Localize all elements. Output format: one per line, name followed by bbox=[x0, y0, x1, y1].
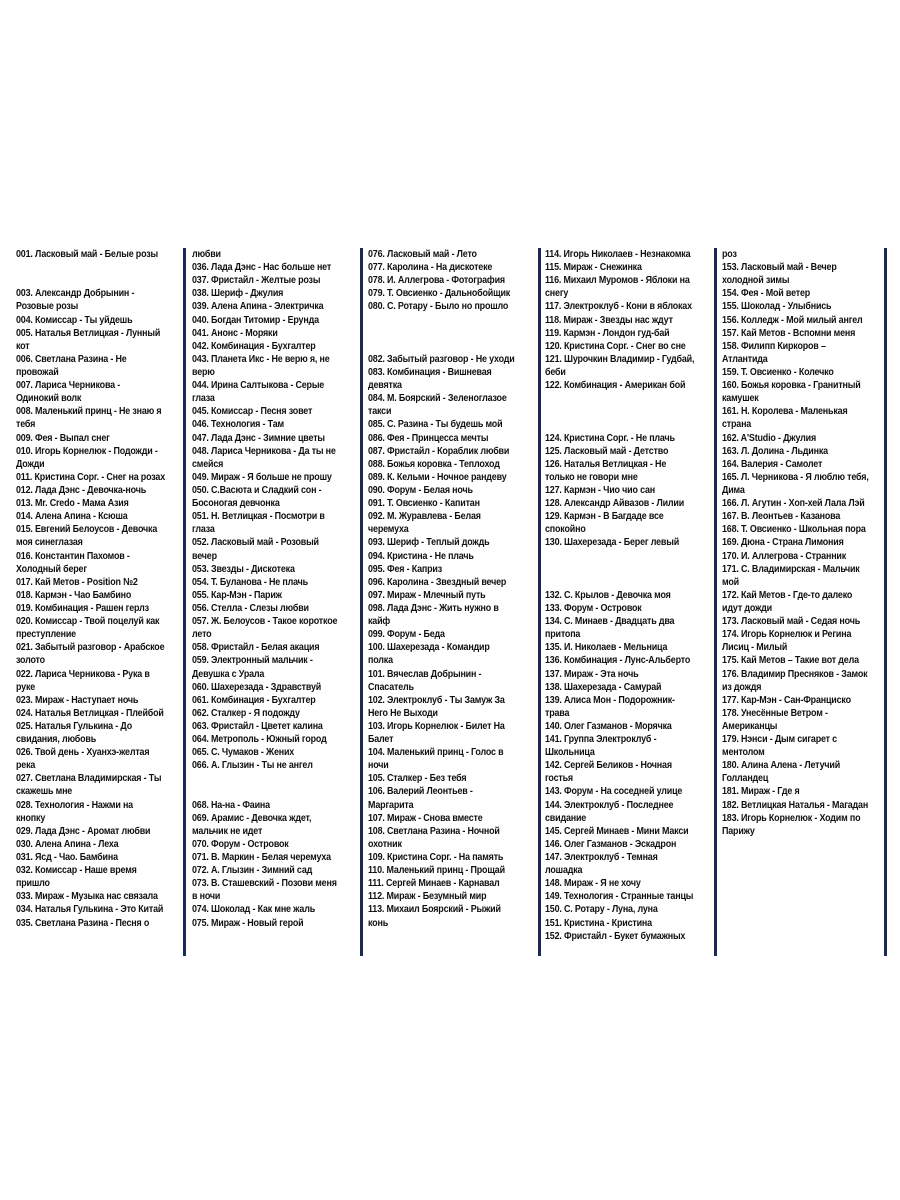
song-line: ментолом bbox=[722, 747, 765, 759]
song-line: 141. Группа Электроклуб - bbox=[545, 734, 657, 746]
song-line: 107. Мираж - Снова вместе bbox=[368, 812, 483, 824]
song-line: Одинокий волк bbox=[16, 393, 82, 405]
song-line: 014. Алена Апина - Ксюша bbox=[16, 511, 128, 523]
song-line: 117. Электроклуб - Кони в яблоках bbox=[545, 301, 692, 313]
song-column-4 bbox=[545, 248, 722, 956]
song-line: 148. Мираж - Я не хочу bbox=[545, 878, 641, 890]
song-line: 013. Mr. Credo - Мама Азия bbox=[16, 498, 129, 510]
song-column-3 bbox=[368, 248, 544, 956]
song-line: 057. Ж. Белоусов - Такое короткое bbox=[192, 616, 338, 628]
song-line: Американцы bbox=[722, 720, 778, 732]
song-line: 146. Олег Газманов - Эскадрон bbox=[545, 838, 677, 850]
song-line: 033. Мираж - Музыка нас связала bbox=[16, 891, 158, 903]
song-line: из дождя bbox=[722, 681, 762, 693]
song-line: 115. Мираж - Снежинка bbox=[545, 262, 642, 274]
song-line: притопа bbox=[545, 629, 581, 641]
song-line: 158. Филипп Киркоров – bbox=[722, 340, 826, 352]
song-line: снегу bbox=[545, 288, 569, 300]
song-line: 119. Кармэн - Лондон гуд-бай bbox=[545, 327, 670, 339]
song-line: 051. Н. Ветлицкая - Посмотри в bbox=[192, 511, 325, 523]
song-line: 023. Мираж - Наступает ночь bbox=[16, 694, 139, 706]
column-divider bbox=[183, 248, 186, 956]
song-line: 046. Технология - Там bbox=[192, 419, 284, 431]
song-line: 163. Л. Долина - Льдинка bbox=[722, 445, 828, 457]
song-line: 167. В. Леонтьев - Казанова bbox=[722, 511, 841, 523]
song-line: Дожди bbox=[16, 458, 45, 470]
song-line: 125. Ласковый май - Детство bbox=[545, 445, 669, 457]
song-line: трава bbox=[545, 707, 570, 719]
song-line: 038. Шериф - Джулия bbox=[192, 288, 284, 300]
song-line: 048. Лариса Черникова - Да ты не bbox=[192, 445, 336, 457]
song-line bbox=[192, 785, 369, 798]
song-line: 003. Александр Добрынин - bbox=[16, 288, 135, 300]
song-line: 004. Комиссар - Ты уйдешь bbox=[16, 314, 133, 326]
song-line: руке bbox=[16, 681, 36, 693]
song-line: моя синеглазая bbox=[16, 537, 83, 549]
column-divider bbox=[360, 248, 363, 956]
song-line: 021. Забытый разговор - Арабское bbox=[16, 642, 165, 654]
song-line: 089. К. Кельми - Ночное рандеву bbox=[368, 471, 507, 483]
song-line: 064. Метрополь - Южный город bbox=[192, 734, 327, 746]
song-line: свидания, любовь bbox=[16, 734, 97, 746]
song-line: 102. Электроклуб - Ты Замуж За bbox=[368, 694, 505, 706]
song-line: черемуха bbox=[368, 524, 409, 536]
song-line: 044. Ирина Салтыкова - Серые bbox=[192, 380, 325, 392]
song-line: 103. Игорь Корнелюк - Билет На bbox=[368, 720, 505, 732]
song-line: 025. Наталья Гулькина - До bbox=[16, 720, 133, 732]
song-line bbox=[368, 327, 544, 340]
song-line: 099. Форум - Беда bbox=[368, 629, 445, 641]
song-line: 134. С. Минаев - Двадцать два bbox=[545, 616, 675, 628]
song-line: конь bbox=[368, 917, 389, 929]
song-line bbox=[16, 261, 195, 274]
song-line: 082. Забытый разговор - Не уходи bbox=[368, 353, 515, 365]
song-line: 042. Комбинация - Бухгалтер bbox=[192, 340, 316, 352]
song-line: 010. Игорь Корнелюк - Подожди - bbox=[16, 445, 158, 457]
song-line: 159. Т. Овсиенко - Колечко bbox=[722, 366, 834, 378]
song-line: 020. Комиссар - Твой поцелуй как bbox=[16, 616, 160, 628]
song-line: 114. Игорь Николаев - Незнакомка bbox=[545, 249, 691, 260]
song-line: глаза bbox=[192, 393, 215, 405]
song-line: золото bbox=[16, 655, 45, 667]
song-line: 110. Маленький принц - Прощай bbox=[368, 865, 505, 877]
song-line: 043. Планета Икс - Не верю я, не bbox=[192, 353, 330, 365]
song-line: 151. Кристина - Кристина bbox=[545, 917, 652, 929]
song-line: только не говори мне bbox=[545, 471, 638, 483]
song-line: 083. Комбинация - Вишневая bbox=[368, 366, 492, 378]
song-line: роз bbox=[722, 249, 737, 260]
song-line bbox=[368, 314, 544, 327]
song-line: 012. Лада Дэнс - Девочка-ночь bbox=[16, 484, 147, 496]
song-line: 059. Электронный мальчик - bbox=[192, 655, 313, 667]
song-line: 154. Фея - Мой ветер bbox=[722, 288, 811, 300]
song-line: 149. Технология - Странные танцы bbox=[545, 891, 694, 903]
song-line: 018. Кармэн - Чао Бамбино bbox=[16, 589, 132, 601]
song-line: 045. Комиссар - Песня зовет bbox=[192, 406, 313, 418]
song-line: 049. Мираж - Я больше не прошу bbox=[192, 471, 332, 483]
song-line: 172. Кай Метов - Где-то далеко bbox=[722, 589, 853, 601]
song-line: девятка bbox=[368, 380, 402, 392]
song-line: 007. Лариса Черникова - bbox=[16, 380, 121, 392]
song-line: кот bbox=[16, 340, 30, 352]
song-line: 094. Кристина - Не плачь bbox=[368, 550, 474, 562]
song-line: 015. Евгений Белоусов - Девочка bbox=[16, 524, 158, 536]
song-line: 086. Фея - Принцесса мечты bbox=[368, 432, 489, 444]
song-line: 072. А. Глызин - Зимний сад bbox=[192, 865, 313, 877]
column-divider bbox=[538, 248, 541, 956]
column-divider bbox=[714, 248, 717, 956]
song-line: Розовые розы bbox=[16, 301, 79, 313]
song-line: 028. Технология - Нажми на bbox=[16, 799, 133, 811]
song-line: 026. Твой день - Хуанхэ-желтая bbox=[16, 747, 150, 759]
song-line: 160. Божья коровка - Гранитный bbox=[722, 380, 861, 392]
song-line: 076. Ласковый май - Лето bbox=[368, 249, 477, 260]
song-line: 080. С. Ротару - Было но прошло bbox=[368, 301, 509, 313]
song-line: 128. Александр Айвазов - Лилии bbox=[545, 498, 685, 510]
song-line: 161. Н. Королева - Маленькая bbox=[722, 406, 848, 418]
song-line: 137. Мираж - Эта ночь bbox=[545, 668, 639, 680]
song-line: 101. Вячеслав Добрынин - bbox=[368, 668, 482, 680]
song-line: 024. Наталья Ветлицкая - Плейбой bbox=[16, 707, 164, 719]
song-line: 170. И. Аллегрова - Странник bbox=[722, 550, 847, 562]
song-line: Маргарита bbox=[368, 799, 414, 811]
song-line: 055. Кар-Мэн - Париж bbox=[192, 589, 282, 601]
song-line: 060. Шахерезада - Здравствуй bbox=[192, 681, 322, 693]
song-line: 168. Т. Овсиенко - Школьная пора bbox=[722, 524, 866, 536]
song-line: Школьница bbox=[545, 747, 595, 759]
song-line: 130. Шахерезада - Берег левый bbox=[545, 537, 680, 549]
song-line: 065. С. Чумаков - Жених bbox=[192, 747, 295, 759]
song-line: камушек bbox=[722, 393, 759, 405]
song-line: Лисиц - Милый bbox=[722, 642, 788, 654]
song-line: 104. Маленький принц - Голос в bbox=[368, 747, 504, 759]
song-line: 100. Шахерезада - Командир bbox=[368, 642, 490, 654]
song-line bbox=[545, 405, 722, 418]
song-line: 111. Сергей Минаев - Карнавал bbox=[368, 878, 500, 890]
song-line: 138. Шахерезада - Самурай bbox=[545, 681, 662, 693]
song-line: 183. Игорь Корнелюк - Ходим по bbox=[722, 812, 861, 824]
song-line: 139. Алиса Мон - Подорожник- bbox=[545, 694, 675, 706]
song-line: кнопку bbox=[16, 812, 46, 824]
song-column-1 bbox=[16, 248, 195, 956]
song-line: полка bbox=[368, 655, 393, 667]
song-line: 106. Валерий Леонтьев - bbox=[368, 786, 473, 798]
song-line: 071. В. Маркин - Белая черемуха bbox=[192, 852, 331, 864]
song-line bbox=[368, 340, 544, 353]
song-line: 096. Каролина - Звездный вечер bbox=[368, 576, 507, 588]
song-line: 166. Л. Агутин - Хоп-хей Лала Лэй bbox=[722, 498, 865, 510]
song-line: идут дожди bbox=[722, 602, 773, 614]
song-line: 017. Кай Метов - Position №2 bbox=[16, 576, 138, 588]
song-line: 144. Электроклуб - Последнее bbox=[545, 799, 674, 811]
song-line: 090. Форум - Белая ночь bbox=[368, 484, 473, 496]
song-line: 155. Шоколад - Улыбнись bbox=[722, 301, 832, 313]
song-line: 093. Шериф - Теплый дождь bbox=[368, 537, 490, 549]
song-line: 062. Сталкер - Я подожду bbox=[192, 707, 300, 719]
song-line: Холодный берег bbox=[16, 563, 87, 575]
song-line: 016. Константин Пахомов - bbox=[16, 550, 130, 562]
song-line: 113. Михаил Боярский - Рыжий bbox=[368, 904, 501, 916]
song-line: 056. Стелла - Слезы любви bbox=[192, 602, 309, 614]
song-line: 143. Форум - На соседней улице bbox=[545, 786, 683, 798]
song-line bbox=[16, 274, 195, 287]
song-line: 145. Сергей Минаев - Мини Макси bbox=[545, 825, 689, 837]
song-line: 097. Мираж - Млечный путь bbox=[368, 589, 486, 601]
song-line: 132. С. Крылов - Девочка моя bbox=[545, 589, 671, 601]
song-line: Дима bbox=[722, 484, 745, 496]
song-line: 009. Фея - Выпал снег bbox=[16, 432, 110, 444]
song-line: 050. С.Васюта и Сладкий сон - bbox=[192, 484, 322, 496]
song-line: кайф bbox=[368, 616, 391, 628]
song-line: 075. Мираж - Новый герой bbox=[192, 917, 304, 929]
song-line: 174. Игорь Корнелюк и Регина bbox=[722, 629, 852, 641]
song-line bbox=[545, 576, 722, 589]
song-line: 079. Т. Овсиенко - Дальнобойщик bbox=[368, 288, 511, 300]
song-line: 074. Шоколад - Как мне жаль bbox=[192, 904, 316, 916]
song-line: 147. Электроклуб - Темная bbox=[545, 852, 658, 864]
song-line: 150. С. Ротару - Луна, луна bbox=[545, 904, 658, 916]
song-line: охотник bbox=[368, 838, 402, 850]
song-line: верю bbox=[192, 366, 215, 378]
song-line: пришло bbox=[16, 878, 50, 890]
song-line: 164. Валерия - Самолет bbox=[722, 458, 823, 470]
song-line: 140. Олег Газманов - Морячка bbox=[545, 720, 672, 732]
song-line: 153. Ласковый май - Вечер bbox=[722, 262, 837, 274]
song-line: Босоногая девчонка bbox=[192, 498, 280, 510]
song-line: Него Не Выходи bbox=[368, 707, 438, 719]
song-line: 135. И. Николаев - Мельница bbox=[545, 642, 668, 654]
song-line: 179. Нэнси - Дым сигарет с bbox=[722, 734, 837, 746]
song-line: 032. Комиссар - Наше время bbox=[16, 865, 137, 877]
song-line: 031. Ясд - Чао. Бамбина bbox=[16, 852, 118, 864]
song-line: 120. Кристина Сорг. - Снег во сне bbox=[545, 340, 686, 352]
song-line: 030. Алена Апина - Леха bbox=[16, 838, 119, 850]
song-line: 087. Фристайл - Кораблик любви bbox=[368, 445, 510, 457]
song-line: смейся bbox=[192, 458, 224, 470]
song-column-5 bbox=[722, 248, 891, 956]
song-line: 068. На-на - Фаина bbox=[192, 799, 270, 811]
song-line: 098. Лада Дэнс - Жить нужно в bbox=[368, 602, 499, 614]
song-line: 066. А. Глызин - Ты не ангел bbox=[192, 760, 313, 772]
song-line: 047. Лада Дэнс - Зимние цветы bbox=[192, 432, 325, 444]
song-line: в ночи bbox=[192, 891, 221, 903]
song-line: Спасатель bbox=[368, 681, 414, 693]
song-line: река bbox=[16, 760, 36, 772]
song-line: 052. Ласковый май - Розовый bbox=[192, 537, 319, 549]
song-line: мой bbox=[722, 576, 739, 588]
song-line: 019. Комбинация - Рашен герлз bbox=[16, 602, 149, 614]
song-line: 041. Анонс - Моряки bbox=[192, 327, 278, 339]
song-line: 034. Наталья Гулькина - Это Китай bbox=[16, 904, 164, 916]
song-line: 181. Мираж - Где я bbox=[722, 786, 800, 798]
song-line: 027. Светлана Владимирская - Ты bbox=[16, 773, 162, 785]
song-line: преступление bbox=[16, 629, 76, 641]
song-line: 095. Фея - Каприз bbox=[368, 563, 443, 575]
song-line: 054. Т. Буланова - Не плачь bbox=[192, 576, 309, 588]
song-line: 005. Наталья Ветлицкая - Лунный bbox=[16, 327, 161, 339]
song-line: 008. Маленький принц - Не знаю я bbox=[16, 406, 162, 418]
song-line: 165. Л. Черникова - Я люблю тебя, bbox=[722, 471, 869, 483]
song-line bbox=[545, 418, 722, 431]
song-line bbox=[545, 550, 722, 563]
song-line: 176. Владимир Пресняков - Замок bbox=[722, 668, 868, 680]
song-line: 078. И. Аллегрова - Фотография bbox=[368, 275, 505, 287]
song-line: 175. Кай Метов – Такие вот дела bbox=[722, 655, 859, 667]
song-line: 029. Лада Дэнс - Аромат любви bbox=[16, 825, 151, 837]
song-line: 182. Ветлицкая Наталья - Магадан bbox=[722, 799, 869, 811]
song-line: 109. Кристина Сорг. - На память bbox=[368, 852, 504, 864]
song-line: 118. Мираж - Звезды нас ждут bbox=[545, 314, 673, 326]
song-line: 129. Кармэн - В Багдаде все bbox=[545, 511, 664, 523]
song-line bbox=[545, 392, 722, 405]
song-line: свидание bbox=[545, 812, 587, 824]
song-line: 121. Шурочкин Владимир - Гудбай, bbox=[545, 353, 695, 365]
song-line: беби bbox=[545, 366, 566, 378]
song-line: 006. Светлана Разина - Не bbox=[16, 353, 127, 365]
song-line: 136. Комбинация - Лунс-Альберто bbox=[545, 655, 691, 667]
song-line: лошадка bbox=[545, 865, 583, 877]
column-divider bbox=[884, 248, 887, 956]
song-line: Балет bbox=[368, 734, 394, 746]
song-line: 070. Форум - Островок bbox=[192, 838, 289, 850]
song-line: глаза bbox=[192, 524, 215, 536]
song-line: 036. Лада Дэнс - Нас больше нет bbox=[192, 262, 332, 274]
song-line: 077. Каролина - На дискотеке bbox=[368, 262, 493, 274]
song-line: тебя bbox=[16, 419, 36, 431]
song-line: 177. Кар-Мэн - Сан-Франциско bbox=[722, 694, 851, 706]
song-line: 122. Комбинация - Американ бой bbox=[545, 380, 686, 392]
song-line: 073. В. Сташевский - Позови меня bbox=[192, 878, 337, 890]
song-line: 091. Т. Овсиенко - Капитан bbox=[368, 498, 480, 510]
song-line: 152. Фристайл - Букет бумажных bbox=[545, 930, 686, 942]
song-line: лето bbox=[192, 629, 212, 641]
song-line: 105. Сталкер - Без тебя bbox=[368, 773, 467, 785]
song-line: страна bbox=[722, 419, 752, 431]
song-line: 039. Алена Апина - Электричка bbox=[192, 301, 324, 313]
song-line: спокойно bbox=[545, 524, 586, 536]
song-line: 058. Фристайл - Белая акация bbox=[192, 642, 320, 654]
song-line: 156. Колледж - Мой милый ангел bbox=[722, 314, 863, 326]
song-line: Атлантида bbox=[722, 353, 768, 365]
song-line: 037. Фристайл - Желтые розы bbox=[192, 275, 321, 287]
song-line bbox=[192, 772, 369, 785]
song-line: 001. Ласковый май - Белые розы bbox=[16, 249, 158, 260]
song-column-2 bbox=[192, 248, 369, 956]
song-line: 127. Кармэн - Чио чио сан bbox=[545, 484, 655, 496]
song-line: 092. М. Журавлева - Белая bbox=[368, 511, 481, 523]
song-line: 169. Дюна - Страна Лимония bbox=[722, 537, 844, 549]
song-line: 053. Звезды - Дискотека bbox=[192, 563, 295, 575]
song-line: Девушка с Урала bbox=[192, 668, 265, 680]
song-line: 108. Светлана Разина - Ночной bbox=[368, 825, 500, 837]
song-line: 126. Наталья Ветлицкая - Не bbox=[545, 458, 667, 470]
song-line: вечер bbox=[192, 550, 217, 562]
song-line: 011. Кристина Сорг. - Снег на розах bbox=[16, 471, 166, 483]
song-line: 040. Богдан Титомир - Ерунда bbox=[192, 314, 319, 326]
song-line: 171. С. Владимирская - Мальчик bbox=[722, 563, 860, 575]
song-line: ночи bbox=[368, 760, 389, 772]
song-line: 116. Михаил Муромов - Яблоки на bbox=[545, 275, 690, 287]
song-line: скажешь мне bbox=[16, 786, 73, 798]
song-line: 084. М. Боярский - Зеленоглазое bbox=[368, 393, 507, 405]
song-line: любви bbox=[192, 249, 221, 260]
song-line: 157. Кай Метов - Вспомни меня bbox=[722, 327, 856, 339]
song-line: холодной зимы bbox=[722, 275, 790, 287]
song-line: 088. Божья коровка - Теплоход bbox=[368, 458, 500, 470]
song-line bbox=[545, 563, 722, 576]
song-line: 162. A'Studio - Джулия bbox=[722, 432, 817, 444]
song-line: 142. Сергей Беликов - Ночная bbox=[545, 760, 672, 772]
song-line: 180. Алина Алена - Летучий bbox=[722, 760, 841, 772]
song-line: 069. Арамис - Девочка ждет, bbox=[192, 812, 312, 824]
song-line: 061. Комбинация - Бухгалтер bbox=[192, 694, 316, 706]
song-line: 178. Унесённые Ветром - bbox=[722, 707, 828, 719]
song-line: 124. Кристина Сорг. - Не плачь bbox=[545, 432, 675, 444]
song-line: 063. Фристайл - Цветет калина bbox=[192, 720, 323, 732]
song-line: Парижу bbox=[722, 825, 755, 837]
song-line: такси bbox=[368, 406, 392, 418]
song-line: 022. Лариса Черникова - Рука в bbox=[16, 668, 150, 680]
song-line: 035. Светлана Разина - Песня о bbox=[16, 917, 150, 929]
song-line: 133. Форум - Островок bbox=[545, 602, 642, 614]
song-line: гостья bbox=[545, 773, 573, 785]
song-line: мальчик не идет bbox=[192, 825, 263, 837]
song-line: провожай bbox=[16, 366, 59, 378]
song-line: 173. Ласковый май - Седая ночь bbox=[722, 616, 861, 628]
song-line: 085. С. Разина - Ты будешь мой bbox=[368, 419, 503, 431]
song-line: 112. Мираж - Безумный мир bbox=[368, 891, 487, 903]
song-line: Голландец bbox=[722, 773, 769, 785]
